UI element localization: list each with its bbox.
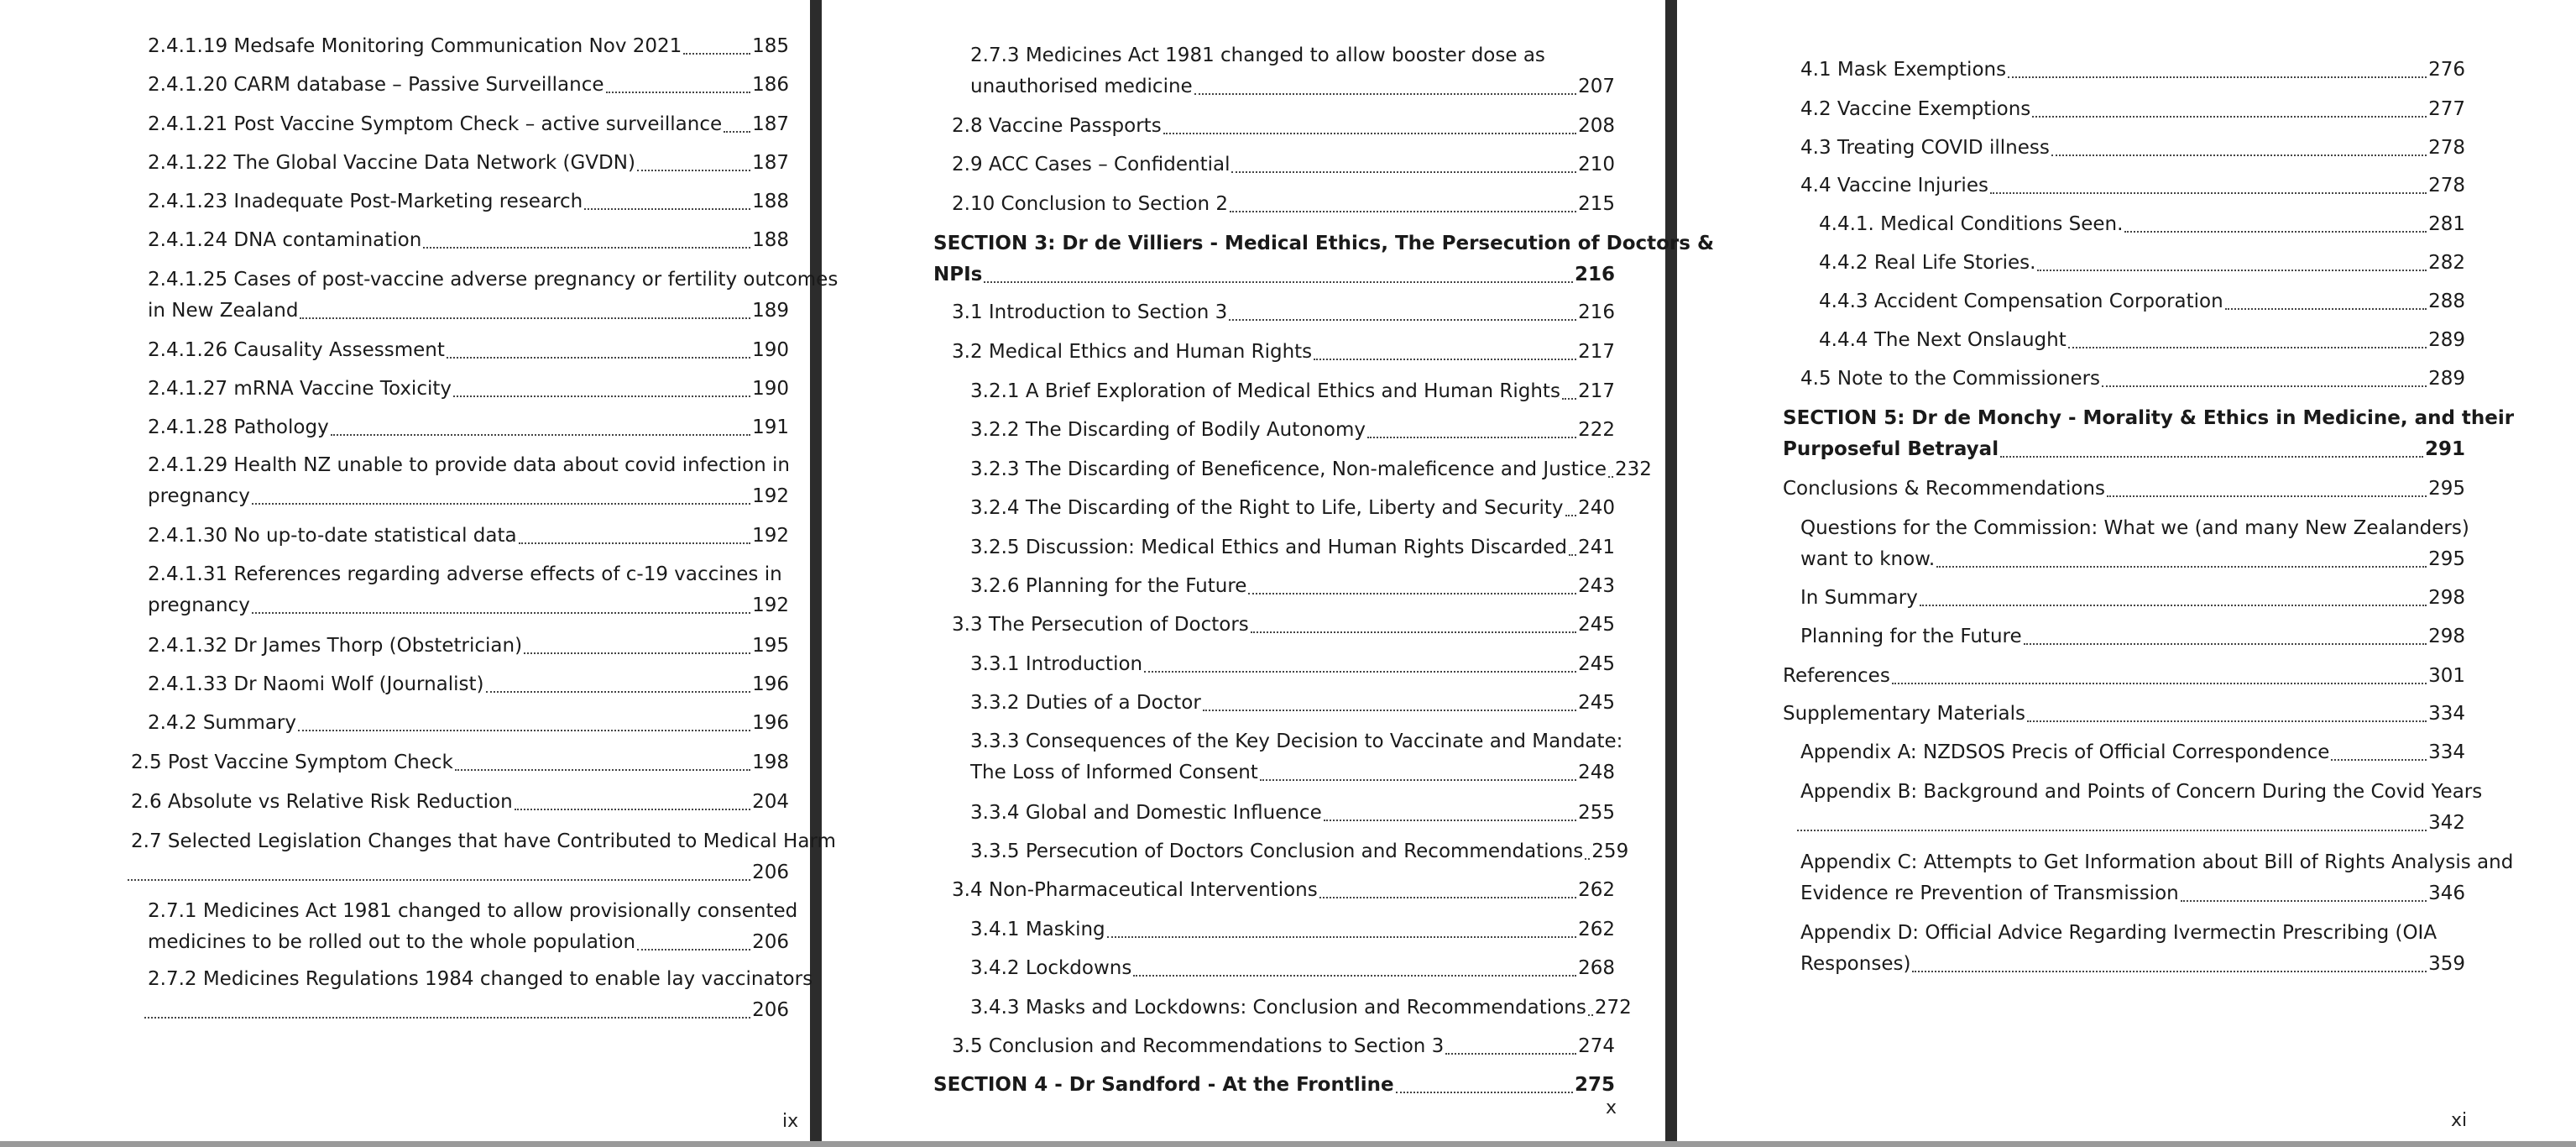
dot-leader (1229, 319, 1576, 321)
toc-page-ref: 298 (2428, 626, 2465, 647)
toc-entry[interactable] (933, 1070, 1615, 1101)
dot-leader (637, 170, 750, 171)
dot-leader (2051, 155, 2427, 156)
toc-entry-title: 2.6 Absolute vs Relative Risk Reduction (131, 791, 513, 813)
dot-leader (515, 809, 750, 810)
toc-page-ref: 262 (1578, 919, 1615, 940)
toc-page-ref: 272 (1594, 997, 1632, 1019)
toc-entry[interactable] (131, 747, 789, 778)
dot-leader (1203, 710, 1576, 711)
dot-leader (1912, 971, 2427, 972)
toc-entry-title: 4.4.3 Accident Compensation Corporation (1819, 291, 2223, 312)
toc-entry[interactable] (970, 71, 1615, 102)
toc-page-ref: 216 (1578, 301, 1615, 323)
toc-entry-title: 3.2.2 The Discarding of Bodily Autonomy (970, 419, 1366, 441)
toc-entry-title: 4.5 Note to the Commissioners (1800, 368, 2101, 390)
toc-page-ref: 204 (752, 791, 789, 813)
toc-entry[interactable] (1819, 209, 2465, 240)
toc-entry[interactable] (970, 376, 1615, 407)
toc-page-ref: 259 (1591, 841, 1629, 862)
dot-leader (2107, 495, 2427, 497)
toc-entry[interactable] (148, 335, 789, 366)
dot-leader (455, 769, 750, 771)
toc-page-ref: 282 (2428, 252, 2465, 274)
dot-leader (1588, 1014, 1593, 1016)
toc-entry-title: References (1783, 665, 1890, 687)
toc-entry[interactable] (970, 836, 1629, 867)
dot-leader (1107, 936, 1576, 938)
toc-entry-title-line[interactable]: 2.7.3 Medicines Act 1981 changed to allow booster dose as (970, 45, 1545, 66)
toc-page-ref: 278 (2428, 137, 2465, 159)
toc-entry[interactable] (970, 532, 1615, 563)
toc-page-ref: 206 (752, 862, 789, 883)
toc-entry[interactable] (970, 688, 1615, 719)
toc-page-ref: 278 (2428, 175, 2465, 196)
toc-entry-title: 2.10 Conclusion to Section 2 (952, 193, 1228, 215)
toc-entry[interactable] (148, 708, 789, 739)
toc-page-ref: 192 (752, 525, 789, 547)
toc-entry-title-line[interactable]: 2.7.2 Medicines Regulations 1984 changed to enable lay vaccinators (148, 968, 813, 990)
toc-entry[interactable] (148, 70, 789, 101)
toc-entry-title: 3.3.4 Global and Domestic Influence (970, 802, 1322, 824)
toc-page-ref: 186 (752, 74, 789, 96)
toc-entry-title-line[interactable]: 2.4.1.29 Health NZ unable to provide data about covid infection in (148, 454, 790, 476)
toc-entry[interactable] (1800, 949, 2465, 980)
dot-leader (584, 208, 750, 210)
dot-leader (1367, 437, 1576, 438)
toc-page-ref: 198 (752, 752, 789, 773)
dot-leader (2032, 116, 2427, 118)
toc-entry[interactable] (1800, 583, 2465, 614)
toc-page-ref: 334 (2428, 741, 2465, 763)
dot-leader (2225, 308, 2427, 310)
toc-entry-title-line[interactable]: Appendix C: Attempts to Get Information about Bill of Rights Analysis and (1800, 851, 2514, 873)
toc-entry[interactable] (970, 992, 1632, 1024)
toc-entry-title: Supplementary Materials (1783, 703, 2025, 725)
dot-leader (2024, 643, 2427, 645)
dot-leader (724, 131, 750, 133)
dot-leader (453, 395, 750, 397)
toc-entry-title: 2.9 ACC Cases – Confidential (952, 154, 1231, 175)
toc-entry-title: 3.4 Non-Pharmaceutical Interventions (952, 879, 1318, 901)
toc-entry[interactable] (1800, 544, 2465, 575)
toc-entry[interactable] (148, 31, 789, 62)
toc-entry-title: 3.5 Conclusion and Recommendations to Section 3 (952, 1035, 1445, 1057)
dot-leader (1230, 211, 1576, 212)
toc-entry[interactable] (933, 259, 1615, 291)
toc-page-ref: 248 (1578, 762, 1615, 783)
dot-leader (1565, 515, 1577, 516)
toc-page-ref: 277 (2428, 98, 2465, 120)
dot-leader (1319, 897, 1576, 898)
toc-entry-title: 2.4.2 Summary (148, 712, 296, 734)
toc-entry-title: 3.3 The Persecution of Doctors (952, 614, 1249, 636)
toc-page-ref: 206 (752, 931, 789, 953)
toc-entry[interactable] (148, 521, 789, 552)
toc-entry-title: 2.4.1.20 CARM database – Passive Surveillance (148, 74, 604, 96)
toc-page-ref: 245 (1578, 653, 1615, 675)
toc-entry[interactable] (148, 225, 789, 256)
toc-page-ref: 281 (2428, 213, 2465, 235)
toc-page-ref: 262 (1578, 879, 1615, 901)
toc-entry-title: 2.8 Vaccine Passports (952, 115, 1162, 137)
dot-leader (2181, 900, 2427, 902)
toc-page-ref: 295 (2428, 478, 2465, 500)
toc-page-ref: 208 (1578, 115, 1615, 137)
dot-leader (984, 281, 1573, 283)
toc-entry-title: 3.2.5 Discussion: Medical Ethics and Human Rights Discarded (970, 537, 1568, 558)
toc-entry-title-line[interactable]: Questions for the Commission: What we (and many New Zealanders) (1800, 517, 2469, 539)
page-number: xi (2451, 1110, 2468, 1131)
dot-leader (1990, 192, 2427, 194)
toc-entry[interactable] (970, 649, 1615, 680)
dot-leader (1251, 631, 1576, 633)
toc-entry-title: 2.4.1.26 Causality Assessment (148, 339, 445, 361)
toc-entry[interactable] (148, 669, 789, 700)
toc-entry-title: 3.1 Introduction to Section 3 (952, 301, 1228, 323)
toc-entry-title: 3.3.2 Duties of a Doctor (970, 692, 1201, 714)
toc-entry[interactable] (952, 875, 1615, 906)
toc-entry-title: SECTION 4 - Dr Sandford - At the Frontline (933, 1074, 1394, 1096)
toc-entry[interactable] (970, 914, 1615, 945)
toc-entry-title: pregnancy (148, 594, 250, 616)
toc-entry-title: 3.4.3 Masks and Lockdowns: Conclusion and Recommendations (970, 997, 1586, 1019)
toc-page-ref: 289 (2428, 368, 2465, 390)
dot-leader (1892, 683, 2427, 684)
dot-leader (1585, 858, 1590, 860)
dot-leader (1231, 171, 1576, 173)
toc-entry-title: 4.3 Treating COVID illness (1800, 137, 2050, 159)
dot-leader (637, 949, 750, 951)
toc-entry[interactable] (952, 149, 1615, 181)
toc-page-ref: 241 (1578, 537, 1615, 558)
toc-entry[interactable] (952, 337, 1615, 368)
toc-entry-title: unauthorised medicine (970, 76, 1193, 97)
dot-leader (2008, 76, 2427, 78)
dot-leader (1608, 476, 1613, 478)
toc-entry-title: 2.4.1.28 Pathology (148, 416, 329, 438)
toc-entry[interactable] (970, 415, 1615, 446)
dot-leader (2102, 385, 2427, 387)
toc-entry-title: Responses) (1800, 953, 1911, 975)
toc-entry[interactable] (148, 590, 789, 621)
toc-entry[interactable] (970, 757, 1615, 788)
toc-entry-title: 3.2.1 A Brief Exploration of Medical Ethics and Human Rights (970, 380, 1560, 402)
toc-page-ref: 243 (1578, 575, 1615, 597)
toc-page-ref: 188 (752, 229, 789, 251)
toc-entry-title: NPIs (933, 264, 983, 285)
dot-leader (2037, 270, 2427, 271)
toc-page-ref: 206 (752, 999, 789, 1021)
dot-leader (683, 53, 750, 55)
dot-leader (300, 317, 750, 319)
toc-entry-title: 2.5 Post Vaccine Symptom Check (131, 752, 453, 773)
dot-leader (1797, 830, 2427, 831)
toc-entry[interactable] (1783, 661, 2465, 692)
toc-page-ref: 187 (752, 152, 789, 174)
dot-leader (1133, 975, 1576, 977)
toc-page-ref: 346 (2428, 883, 2465, 904)
toc-entry-title: In Summary (1800, 587, 1918, 609)
toc-page-ref: 288 (2428, 291, 2465, 312)
toc-entry-title: 2.4.1.24 DNA contamination (148, 229, 422, 251)
toc-entry-title: Conclusions & Recommendations (1783, 478, 2105, 500)
toc-page-ref: 232 (1614, 458, 1652, 480)
dot-leader (1194, 93, 1576, 95)
toc-page-ref: 334 (2428, 703, 2465, 725)
dot-leader (2027, 720, 2427, 722)
dot-leader (144, 1017, 750, 1019)
toc-entry-title: 4.4.1. Medical Conditions Seen. (1819, 213, 2124, 235)
toc-entry[interactable] (1783, 474, 2465, 505)
toc-entry-title-line[interactable]: 2.7.1 Medicines Act 1981 changed to allow provisionally consented (148, 900, 798, 922)
toc-entry-title: 2.4.1.30 No up-to-date statistical data (148, 525, 517, 547)
toc-page-ref: 301 (2428, 665, 2465, 687)
toc-entry[interactable] (970, 953, 1615, 984)
toc-page-ref: 276 (2428, 59, 2465, 81)
toc-entry-title: pregnancy (148, 485, 250, 507)
dot-leader (423, 247, 750, 249)
dot-leader (252, 612, 750, 614)
toc-entry[interactable] (148, 927, 789, 958)
toc-entry-title-line[interactable]: SECTION 5: Dr de Monchy - Morality & Ethics in Medicine, and their (1783, 407, 2515, 429)
toc-entry[interactable] (148, 412, 789, 443)
page-number: x (1606, 1097, 1617, 1118)
toc-entry-title: 2.4.1.22 The Global Vaccine Data Network (GVDN) (148, 152, 635, 174)
toc-entry-title: 4.4 Vaccine Injuries (1800, 175, 1988, 196)
toc-entry[interactable] (970, 493, 1615, 524)
toc-entry-title: 3.2.3 The Discarding of Beneficence, Non-maleficence and Justice (970, 458, 1607, 480)
dot-leader (486, 691, 751, 693)
toc-entry[interactable] (131, 787, 789, 818)
toc-entry[interactable] (952, 189, 1615, 220)
dot-leader (447, 357, 750, 359)
toc-entry-title: 4.2 Vaccine Exemptions (1800, 98, 2031, 120)
toc-page-ref: 255 (1578, 802, 1615, 824)
dot-leader (2331, 759, 2427, 761)
toc-page-ref: 222 (1578, 419, 1615, 441)
dot-leader (298, 730, 750, 731)
toc-page-ref: 295 (2428, 548, 2465, 570)
toc-page-ref: 342 (2428, 812, 2465, 834)
toc-page-ref: 298 (2428, 587, 2465, 609)
dot-leader (1562, 398, 1576, 400)
toc-entry-title-line[interactable]: Appendix B: Background and Points of Concern During the Covid Years (1800, 781, 2483, 803)
dot-leader (1920, 605, 2427, 606)
toc-page-ref: 268 (1578, 957, 1615, 979)
toc-page-ref: 217 (1578, 380, 1615, 402)
dot-leader (1936, 566, 2427, 568)
toc-entry[interactable] (1800, 878, 2465, 909)
toc-page-ref: 215 (1578, 193, 1615, 215)
toc-entry[interactable] (1800, 364, 2465, 395)
toc-entry-title: 3.2.6 Planning for the Future (970, 575, 1247, 597)
toc-page-ref: 289 (2428, 329, 2465, 351)
toc-entry-title: 4.1 Mask Exemptions (1800, 59, 2007, 81)
toc-entry[interactable] (952, 610, 1615, 641)
toc-entry-title: 3.2.4 The Discarding of the Right to Life, Liberty and Security (970, 497, 1564, 519)
toc-entry[interactable] (1800, 621, 2465, 652)
dot-leader (606, 92, 751, 93)
toc-entry[interactable] (1800, 55, 2465, 86)
toc-page-ref: 196 (752, 673, 789, 695)
page-divider (1665, 0, 1677, 1147)
toc-entry-title-line[interactable]: 3.3.3 Consequences of the Key Decision to Vaccinate and Mandate: (970, 731, 1623, 752)
toc-entry[interactable] (970, 571, 1615, 602)
dot-leader (1324, 820, 1576, 821)
bottom-bar (0, 1141, 2576, 1147)
toc-page-ref: 196 (752, 712, 789, 734)
toc-entry[interactable] (148, 631, 789, 662)
dot-leader (1163, 133, 1576, 134)
toc-entry-title: 2.4.1.19 Medsafe Monitoring Communication Nov 2021 (148, 35, 682, 57)
toc-entry[interactable] (1783, 434, 2465, 465)
toc-entry-title-line[interactable]: 2.4.1.31 References regarding adverse effects of c-19 vaccines in (148, 563, 782, 585)
dot-leader (2124, 231, 2427, 233)
dot-leader (331, 434, 750, 436)
toc-page-ref: 189 (752, 300, 789, 322)
toc-entry-title-line[interactable]: SECTION 3: Dr de Villiers - Medical Ethics, The Persecution of Doctors & (933, 233, 1715, 254)
toc-entry[interactable] (1819, 286, 2465, 317)
toc-entry-title: 4.4.2 Real Life Stories. (1819, 252, 2036, 274)
toc-entry-title: in New Zealand (148, 300, 299, 322)
toc-page-ref: 192 (752, 594, 789, 616)
toc-entry[interactable] (952, 111, 1615, 142)
toc-page-ref: 187 (752, 113, 789, 135)
toc-page-ref: 188 (752, 191, 789, 212)
toc-page-ref: 275 (1574, 1074, 1615, 1096)
toc-entry[interactable] (126, 857, 789, 888)
toc-entry[interactable] (148, 296, 789, 327)
toc-entry[interactable] (1819, 248, 2465, 279)
dot-leader (1445, 1053, 1576, 1055)
toc-entry-title-line[interactable]: Appendix D: Official Advice Regarding Ivermectin Prescribing (OIA (1800, 922, 2438, 944)
toc-page-ref: 245 (1578, 614, 1615, 636)
toc-entry-title: 2.4.1.23 Inadequate Post-Marketing research (148, 191, 583, 212)
toc-page-ref: 274 (1578, 1035, 1615, 1057)
toc-entry[interactable] (148, 481, 789, 512)
toc-entry-title: 3.4.2 Lockdowns (970, 957, 1132, 979)
toc-entry[interactable] (970, 798, 1615, 829)
toc-entry[interactable] (1783, 699, 2465, 730)
toc-entry-title: 2.4.1.32 Dr James Thorp (Obstetrician) (148, 635, 523, 657)
toc-entry[interactable] (970, 454, 1652, 485)
toc-page-ref: 192 (752, 485, 789, 507)
toc-page-ref: 291 (2424, 438, 2465, 460)
toc-entry-title: Appendix A: NZDSOS Precis of Official Correspondence (1800, 741, 2330, 763)
toc-page-ref: 210 (1578, 154, 1615, 175)
toc-entry-title: want to know. (1800, 548, 1936, 570)
page-number: ix (782, 1111, 799, 1132)
toc-entry-title: 4.4.4 The Next Onslaught (1819, 329, 2067, 351)
toc-entry[interactable] (1800, 170, 2465, 202)
dot-leader (524, 652, 750, 654)
toc-entry-title-line[interactable]: 2.4.1.25 Cases of post-vaccine adverse pregnancy or fertility outcomes (148, 269, 839, 291)
toc-page-ref: 185 (752, 35, 789, 57)
toc-entry-title: Purposeful Betrayal (1783, 438, 1999, 460)
dot-leader (128, 879, 750, 881)
toc-entry-title: 3.4.1 Masking (970, 919, 1105, 940)
dot-leader (2000, 456, 2423, 458)
toc-entry-title: 2.4.1.27 mRNA Vaccine Toxicity (148, 378, 452, 400)
toc-page-ref: 240 (1578, 497, 1615, 519)
toc-entry-title: medicines to be rolled out to the whole population (148, 931, 636, 953)
dot-leader (1248, 593, 1576, 594)
toc-entry-title: 2.4.1.33 Dr Naomi Wolf (Journalist) (148, 673, 484, 695)
toc-entry[interactable] (143, 995, 789, 1026)
dot-leader (2068, 347, 2427, 348)
toc-page-ref: 216 (1574, 264, 1615, 285)
toc-entry-title: 3.2 Medical Ethics and Human Rights (952, 341, 1313, 363)
toc-entry[interactable] (952, 297, 1615, 328)
toc-page-ref: 190 (752, 378, 789, 400)
toc-entry-title: 3.3.1 Introduction (970, 653, 1143, 675)
toc-page-ref: 359 (2428, 953, 2465, 975)
dot-leader (1314, 359, 1576, 360)
dot-leader (1396, 1092, 1573, 1093)
toc-entry-title: 3.3.5 Persecution of Doctors Conclusion and Recommendations (970, 841, 1584, 862)
toc-entry-title: Planning for the Future (1800, 626, 2022, 647)
dot-leader (252, 503, 750, 505)
toc-page-ref: 207 (1578, 76, 1615, 97)
toc-entry[interactable] (148, 374, 789, 405)
dot-leader (1569, 554, 1576, 556)
toc-entry[interactable] (148, 109, 789, 140)
dot-leader (1260, 779, 1576, 781)
toc-page-ref: 195 (752, 635, 789, 657)
toc-entry[interactable] (1819, 325, 2465, 356)
toc-page-ref: 245 (1578, 692, 1615, 714)
dot-leader (519, 542, 750, 544)
toc-entry-title: Evidence re Prevention of Transmission (1800, 883, 2179, 904)
dot-leader (1144, 671, 1576, 673)
toc-entry[interactable] (952, 1031, 1615, 1062)
toc-entry[interactable] (1795, 808, 2465, 839)
toc-entry-title-line[interactable]: 2.7 Selected Legislation Changes that have Contributed to Medical Harm (131, 830, 836, 852)
toc-page-ref: 191 (752, 416, 789, 438)
toc-entry[interactable] (1800, 94, 2465, 125)
toc-entry[interactable] (1800, 737, 2465, 768)
toc-entry-title: 2.4.1.21 Post Vaccine Symptom Check – active surveillance (148, 113, 723, 135)
toc-entry-title: The Loss of Informed Consent (970, 762, 1258, 783)
toc-entry[interactable] (148, 148, 789, 179)
toc-page-ref: 190 (752, 339, 789, 361)
toc-page-ref: 217 (1578, 341, 1615, 363)
toc-entry[interactable] (148, 186, 789, 217)
toc-entry[interactable] (1800, 133, 2465, 164)
